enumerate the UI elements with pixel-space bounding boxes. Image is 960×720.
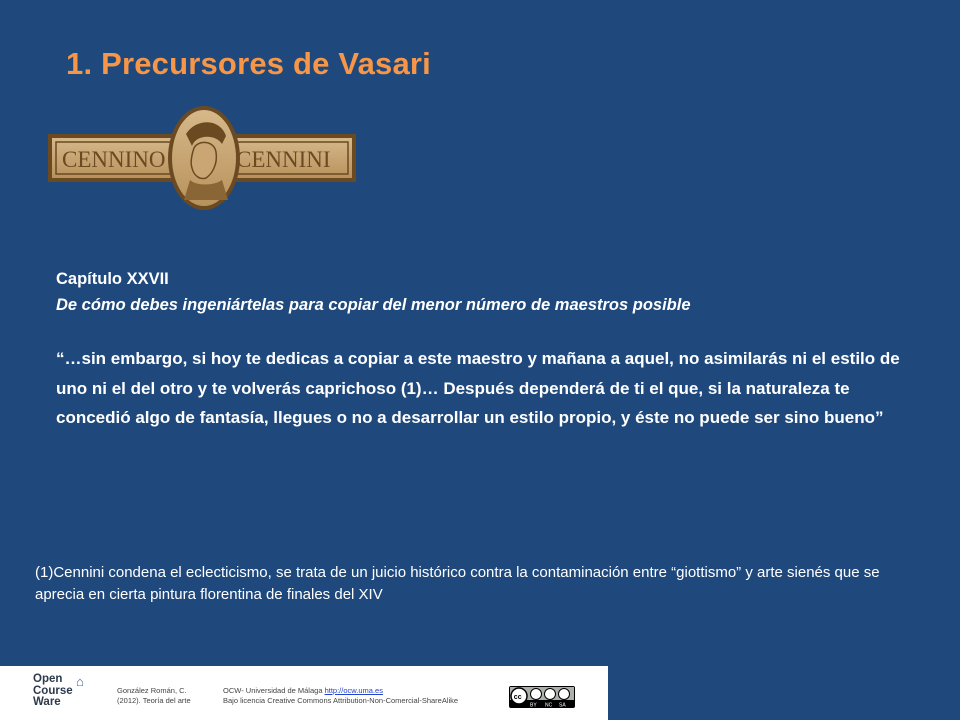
uma-credit: [223, 686, 458, 706]
chapter-subtitle: De cómo debes ingeniártelas para copiar del menor número de maestros posible: [56, 296, 691, 314]
cc-label-nc: NC: [545, 702, 553, 708]
ocw-logo: [33, 673, 84, 709]
ocw-mark-icon: ⌂: [76, 674, 84, 689]
cc-license-icon[interactable]: [509, 686, 575, 708]
ocw-line2: Course: [33, 684, 73, 697]
footnote: (1)Cennini condena el eclecticismo, se trata de un juicio histórico contra la contaminación entre “giottismo” y arte sienés que se aprecia en cierta pintura florentina de finales del XIV: [35, 564, 880, 603]
cc-label-by: BY: [530, 702, 537, 708]
uma-line: [223, 686, 458, 696]
logo-left-text: CENNINO: [62, 147, 166, 172]
svg-text:cc: cc: [513, 694, 522, 701]
cennino-cennini-logo: [46, 104, 358, 212]
uma-prefix: OCW- Universidad de Málaga: [223, 686, 325, 695]
logo-right-text: CENNINI: [236, 147, 331, 172]
author-credit: [117, 686, 191, 706]
chapter-heading: Capítulo XXVII: [56, 270, 169, 288]
author-line1: González Román, C.: [117, 686, 187, 695]
uma-link[interactable]: http://ocw.uma.es: [324, 686, 383, 695]
chapter-block: [56, 266, 916, 433]
ocw-line3: Ware: [33, 696, 61, 708]
ocw-line1: Open: [33, 673, 63, 685]
cc-label-sa: SA: [559, 702, 566, 708]
license-text: Bajo licencia Creative Commons Attribution-Non-Comercial-ShareAlike: [223, 696, 459, 705]
footer-bar: [0, 666, 608, 720]
slide-title: 1. Precursores de Vasari: [66, 46, 431, 81]
chapter-quote: “…sin embargo, si hoy te dedicas a copiar a este maestro y mañana a aquel, no asimilarás ni el estilo de uno ni el del otro y te volverás caprichoso (1)… Después dependerá de ti el que, si la naturaleza te concedió algo de fantasía, llegues o no a desarrollar un estilo propio, y éste no puede ser sino bueno”: [56, 349, 900, 427]
author-line2: (2012). Teoría del arte: [117, 696, 191, 705]
